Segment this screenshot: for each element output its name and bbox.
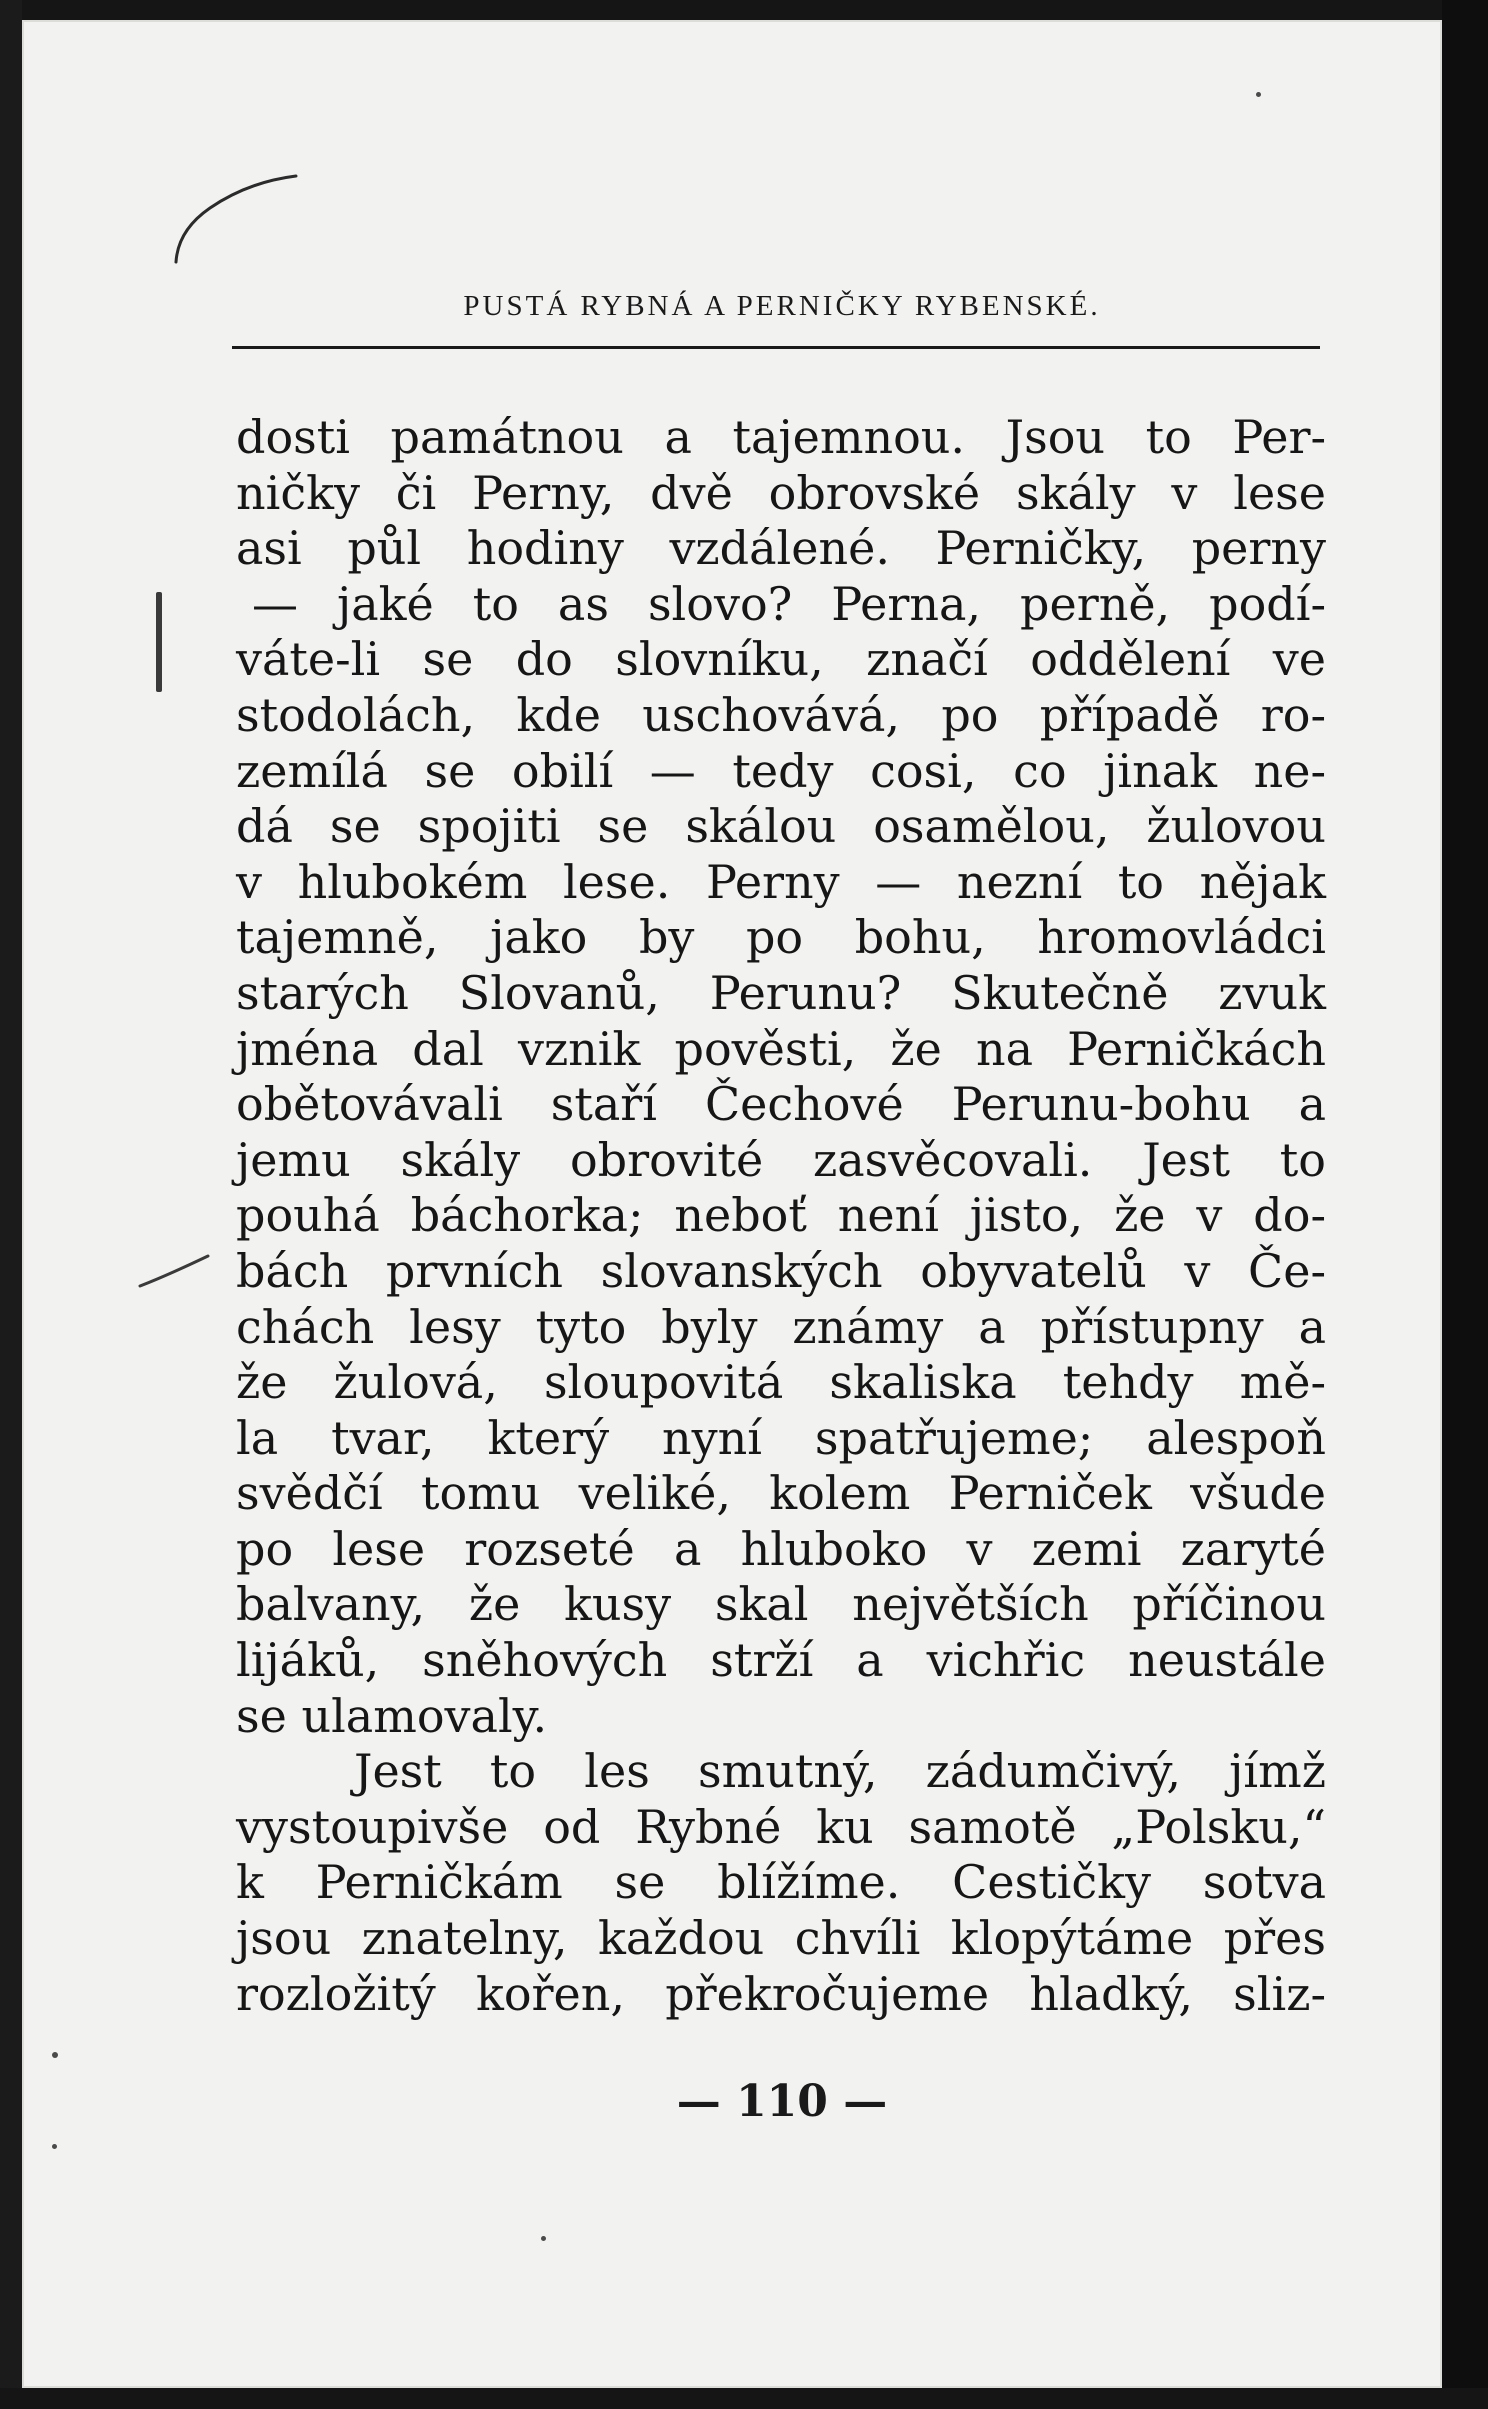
text-line: bách prvních slovanských obyvatelů v Če- (236, 1243, 1326, 1298)
text-line: že žulová, sloupovitá skaliska tehdy mě- (236, 1355, 1326, 1410)
text-line: rozložitý kořen, překročujeme hladký, sliz- (236, 1966, 1326, 2021)
pencil-mark-margin-tick (136, 1250, 216, 1290)
paragraph-2 (236, 1744, 1326, 2022)
text-line: k Perničkám se blížíme. Cestičky sotva (236, 1855, 1326, 1910)
scan-speck (52, 2052, 58, 2058)
body-text (236, 410, 1326, 2022)
text-line: pouhá báchorka; neboť není jisto, že v do- (236, 1188, 1326, 1243)
text-line: váte-li se do slovníku, značí oddělení ve (236, 632, 1326, 687)
text-line: svědčí tomu veliké, kolem Perniček všude (236, 1466, 1326, 1521)
scan-border-left (0, 0, 22, 2409)
text-line: vystoupivše od Rybné ku samotě „Polsku,“ (236, 1799, 1326, 1854)
text-line: jemu skály obrovité zasvěcovali. Jest to (236, 1132, 1326, 1187)
text-line: zemílá se obilí — tedy cosi, co jinak ne- (236, 743, 1326, 798)
page-number: — 110 — (676, 2076, 888, 2127)
paragraph-1 (236, 410, 1326, 1744)
scan-border-right (1442, 0, 1488, 2409)
text-line: chách lesy tyto byly známy a přístupny a (236, 1299, 1326, 1354)
text-line: starých Slovanů, Perunu? Skutečně zvuk (236, 965, 1326, 1020)
scan-border-bottom (0, 2388, 1488, 2409)
running-head: PUSTÁ RYBNÁ A PERNIČKY RYBENSKÉ. (463, 290, 1101, 322)
text-line: balvany, že kusy skal největších příčinou (236, 1577, 1326, 1632)
header-rule (232, 346, 1320, 349)
text-line: dosti památnou a tajemnou. Jsou to Per- (236, 410, 1326, 464)
text-line: se ulamovaly. (236, 1688, 548, 1743)
text-line: lijáků, sněhových strží a vichřic neustále (236, 1633, 1326, 1688)
text-line: stodolách, kde uschovává, po případě ro- (236, 687, 1326, 742)
scan-border-top (0, 0, 1488, 20)
text-line: po lese rozseté a hluboko v zemi zaryté (236, 1521, 1326, 1576)
text-line: tajemně, jako by po bohu, hromovládci (236, 910, 1326, 965)
text-line: obětovávali staří Čechové Perunu-bohu a (236, 1077, 1326, 1132)
scan-speck (1256, 92, 1261, 97)
pencil-mark-corner (170, 170, 310, 270)
text-line: jsou znatelny, každou chvíli klopýtáme přes (236, 1911, 1326, 1966)
text-line: ničky či Perny, dvě obrovské skály v lese (236, 465, 1326, 520)
text-line: jména dal vznik pověsti, že na Perničkách (236, 1021, 1326, 1076)
text-line: dá se spojiti se skálou osamělou, žulovou (236, 799, 1326, 854)
text-line: la tvar, který nyní spatřujeme; alespoň (236, 1410, 1326, 1465)
text-line: asi půl hodiny vzdálené. Perničky, perny (236, 521, 1326, 576)
text-line: v hlubokém lese. Perny — nezní to nějak (236, 854, 1326, 909)
text-line: Jest to les smutný, zádumčivý, jímž (354, 1744, 1326, 1799)
scan-speck (541, 2236, 546, 2241)
text-line: — jaké to as slovo? Perna, perně, podí- (252, 576, 1326, 631)
scan-speck (52, 2144, 57, 2149)
pencil-mark-margin-bar (156, 592, 162, 692)
